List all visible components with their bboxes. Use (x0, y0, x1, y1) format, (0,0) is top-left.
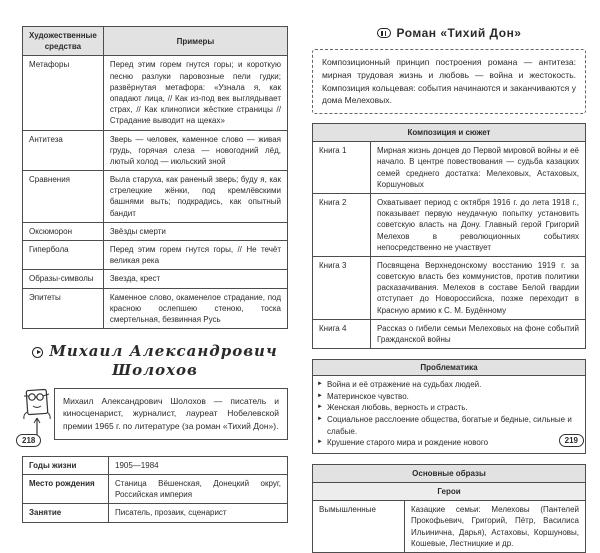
list-item (317, 437, 579, 449)
author-name: Михаил Александрович Шолохов (49, 342, 278, 379)
problems-list (313, 376, 585, 453)
pause-icon (377, 28, 391, 38)
heroes-label: Вымышленные (313, 501, 405, 553)
bullet-icon: ► (317, 381, 323, 388)
page-number-right: 219 (559, 434, 584, 447)
heroes-value: Казацкие семьи: Мелеховы (Пантелей Прокофьевич, Григорий, Пётр, Василиса Ильинична, Дарья), Астаховы, Коршуновы, Кошевые, Лестницкие и др. (405, 501, 586, 553)
bullet-icon: ► (317, 415, 323, 422)
device-term: Метафоры (23, 56, 104, 130)
device-example: Каменное слово, окаменелое страдание, под красною ослепшею стеною, тоска смертельная, безвинная Русь (103, 288, 287, 329)
author-heading (22, 342, 288, 380)
bullet-icon: ► (317, 392, 323, 399)
table-row (313, 319, 586, 348)
book-summary: Мирная жизнь донцев до Первой мировой войны и её начало. В центре повествования — судьба казацких семей среднего достатка: Мелеховых, Астаховых, Коршуновых (371, 142, 586, 194)
table-subheader-row (313, 482, 586, 500)
table-row (23, 241, 288, 270)
book-summary: Посвящена Верхнедонскому восстанию 1919 г. за советскую власть без коммунистов, против политики расказачивания. Мелехов в составе Белой гвардии отступает до Новороссийска, позже переходит в Красную армию к С. М. Будённому (371, 256, 586, 319)
table-row (23, 56, 288, 130)
bio-value: 1905—1984 (109, 456, 288, 474)
table-row (23, 171, 288, 223)
bullet-icon: ► (317, 404, 323, 411)
bio-label: Годы жизни (23, 456, 109, 474)
table-row (23, 222, 288, 240)
problem-text: Крушение старого мира и рождение нового (326, 438, 489, 448)
table-row (23, 270, 288, 288)
table-row (23, 475, 288, 504)
images-header: Основные образы (313, 464, 586, 482)
book-summary: Рассказ о гибели семьи Мелеховых на фоне событий Гражданской войны (371, 319, 586, 348)
problems-header: Проблематика (313, 360, 585, 376)
book-label: Книга 3 (313, 256, 371, 319)
device-example: Перед этим горем гнутся горы; и короткую песню разлуки паровозные пели гудки; развёрнутая метафора: «Узнала я, как опадают лица, // Как из-под век выглядывает страх, // Как клинописи жёсткие страницы // Страдание выводит на щеках» (103, 56, 287, 130)
composition-intro-box: Композиционный принцип построения романа — антитеза: мирная трудовая жизнь и любовь — война и жестокость. Композиция кольцевая: события начинаются и заканчиваются у дома Мелеховых. (312, 49, 586, 114)
table-header-row (313, 464, 586, 482)
device-term: Оксюморон (23, 222, 104, 240)
bio-value: Писатель, прозаик, сценарист (109, 504, 288, 522)
table-row (23, 130, 288, 171)
list-item (317, 379, 579, 391)
bio-table (22, 456, 288, 523)
device-term: Гипербола (23, 241, 104, 270)
device-example: Перед этим горем гнутся горы, // Не течёт великая река (103, 241, 287, 270)
device-example: Зверь — человек, каменное слово — живая грудь, горячая слеза — новогодний лёд, лютый холод — июльский зной (103, 130, 287, 171)
problem-text: Материнское чувство. (326, 391, 409, 401)
main-images-table (312, 464, 586, 553)
device-term: Эпитеты (23, 288, 104, 329)
novel-title (312, 26, 586, 40)
bullet-icon: ► (317, 439, 323, 446)
book-label: Книга 4 (313, 319, 371, 348)
writer-mascot-icon (20, 384, 56, 442)
play-icon (32, 347, 43, 358)
device-term: Антитеза (23, 130, 104, 171)
table-row (313, 193, 586, 256)
problem-text: Война и её отражение на судьбах людей. (326, 380, 482, 390)
page-left (22, 26, 288, 553)
bio-label: Место рождения (23, 475, 109, 504)
composition-header: Композиция и сюжет (313, 124, 586, 142)
page-right (312, 26, 586, 553)
bio-value: Станица Вёшенская, Донецкий округ, Российская империя (109, 475, 288, 504)
problem-text: Социальное расслоение общества, богатые и бедные, сильные и слабые. (326, 414, 572, 436)
author-note: Михаил Александрович Шолохов — писатель и киносценарист, журналист, лауреат Нобелевской премии 1965 г. по литературе (за роман «Тихий Дон»). (54, 388, 288, 440)
artistic-devices-table (22, 26, 288, 329)
column-header-devices: Художественные средства (23, 27, 104, 56)
list-item (317, 402, 579, 414)
list-item (317, 414, 579, 437)
table-row (23, 288, 288, 329)
author-note-wrap (54, 388, 288, 440)
book-label: Книга 2 (313, 193, 371, 256)
device-example: Выла старуха, как раненый зверь; буду я, как стрелецкие жёнки, под кремлёвскими башнями выть; подкрадись, как опытный бандит (103, 171, 287, 223)
book-summary: Охватывает период с октября 1916 г. до лета 1918 г., показывает первую неудачную попытку установить советскую власть на Дону. Главный герой Григорий Мелехов в революционных событиях непосредственно не участвует (371, 193, 586, 256)
book-label: Книга 1 (313, 142, 371, 194)
device-term: Образы-символы (23, 270, 104, 288)
column-header-examples: Примеры (103, 27, 287, 56)
table-header-row (23, 27, 288, 56)
images-subheader: Герои (313, 482, 586, 500)
bio-label: Занятие (23, 504, 109, 522)
novel-title-text: Роман «Тихий Дон» (396, 26, 522, 40)
page-number-left: 218 (16, 434, 41, 447)
table-row (23, 456, 288, 474)
table-row (313, 501, 586, 553)
table-row (313, 256, 586, 319)
device-example: Звезда, крест (103, 270, 287, 288)
table-row (23, 504, 288, 522)
list-item (317, 391, 579, 403)
table-header-row (313, 124, 586, 142)
device-example: Звёзды смерти (103, 222, 287, 240)
composition-table (312, 123, 586, 349)
table-row (313, 142, 586, 194)
device-term: Сравнения (23, 171, 104, 223)
problems-box (312, 359, 586, 454)
problem-text: Женская любовь, верность и страсть. (326, 403, 468, 413)
